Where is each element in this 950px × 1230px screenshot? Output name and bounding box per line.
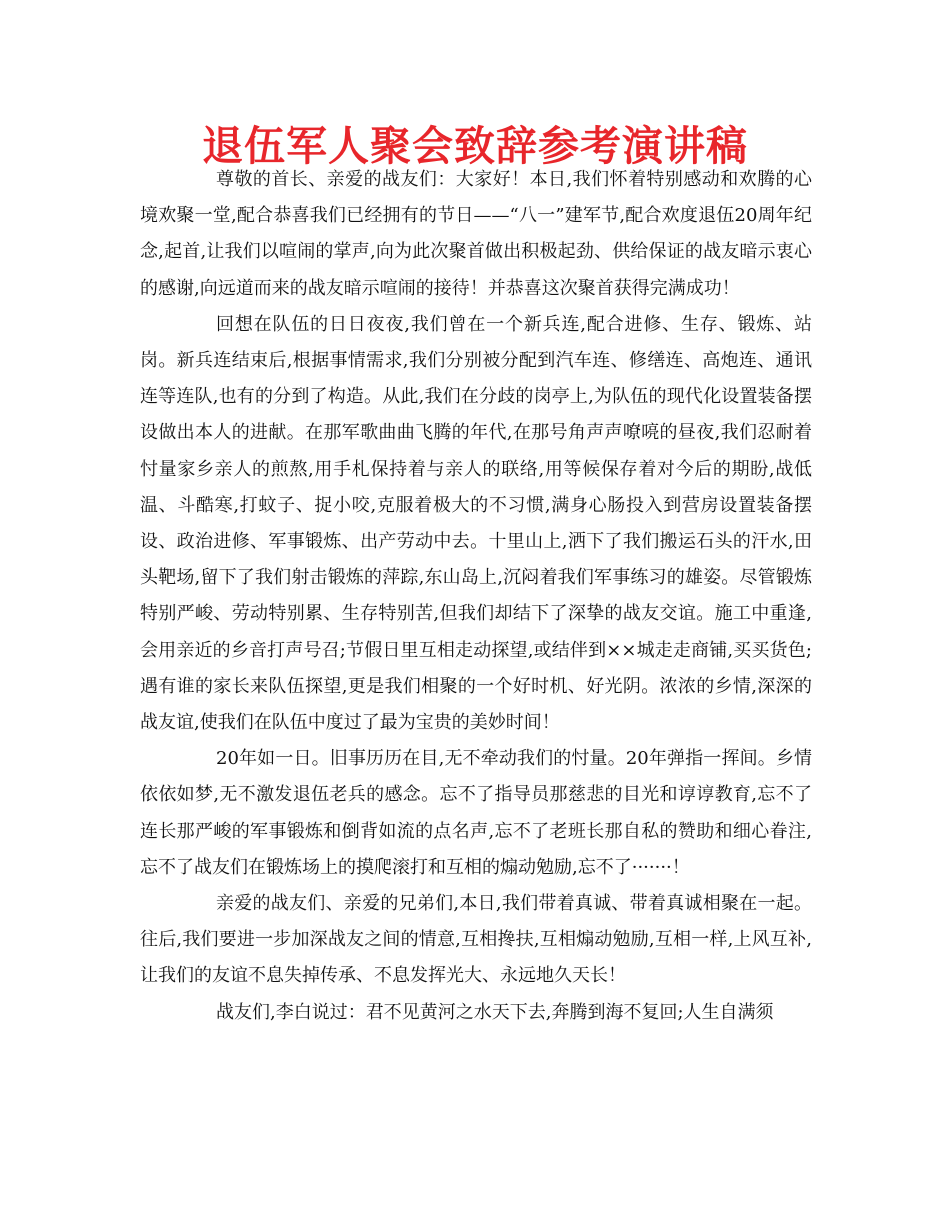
document-title: 退伍军人聚会致辞参考演讲稿 (202, 122, 748, 170)
paragraph-brothers: 亲爱的战友们、亲爱的兄弟们,本日,我们带着真诚、带着真诚相聚在一起。往后,我们要进一步加深战友之间的情意,互相搀扶,互相煽动勉励,互相一样,上风互补,让我们的友谊不息失掉传承、不息发挥光大、永远地久天长！ (140, 893, 812, 987)
paragraph-greeting: 尊敬的首长、亲爱的战友们：大家好！本日,我们怀着特别感动和欢腾的心境欢聚一堂,配合恭喜我们已经拥有的节日——“八一”建军节,配合欢度退伍20周年纪念,起首,让我们以喧闹的掌声,向为此次聚首做出积极起劲、供给保证的战友暗示衷心的感谢,向远道而来的战友暗示喧闹的接待！并恭喜这次聚首获得完满成功！ (140, 169, 812, 299)
paragraph-memories: 回想在队伍的日日夜夜,我们曾在一个新兵连,配合进修、生存、锻炼、站岗。新兵连结束后,根据事情需求,我们分别被分配到汽车连、修缮连、高炮连、通讯连等连队,也有的分到了构造。从此,我们在分歧的岗亭上,为队伍的现代化设置装备摆设做出本人的进献。在那军歌曲曲飞腾的年代,在那号角声声嘹喨的昼夜,我们忍耐着忖量家乡亲人的煎熬,用手札保持着与亲人的联络,用等候保存着对今后的期盼,战低温、斗酷寒,打蚊子、捉小咬,克服着极大的不习惯,满身心肠投入到营房设置装备摆设、政治进修、军事锻炼、出产劳动中去。十里山上,洒下了我们搬运石头的汗水,田头靶场,留下了我们射击锻炼的萍踪,东山岛上,沉闷着我们军事练习的雄姿。尽管锻炼特别严峻、劳动特别累、生存特别苦,但我们却结下了深挚的战友交谊。施工中重逢,会用亲近的乡音打声号召;节假日里互相走动探望,或结伴到××城走走商铺,买买货色;遇有谁的家长来队伍探望,更是我们相聚的一个好时机、好光阴。浓浓的乡情,深深的战友谊,使我们在队伍中度过了最为宝贵的美妙时间！ (140, 313, 812, 734)
document-body (140, 162, 812, 1031)
paragraph-li-bai: 战友们,李白说过：君不见黄河之水天下去,奔腾到海不复回;人生自满须 (216, 1001, 774, 1023)
paragraph-twenty-years: 20年如一日。旧事历历在目,无不牵动我们的忖量。20年弹指一挥间。乡情依依如梦,无不激发退伍老兵的感念。忘不了指导员那慈悲的目光和谆谆教育,忘不了连长那严峻的军事锻炼和倒背如流的点名声,忘不了老班长那自私的赞助和细心眷注,忘不了战友们在锻炼场上的摸爬滚打和互相的煽动勉励,忘不了·······！ (140, 748, 812, 878)
